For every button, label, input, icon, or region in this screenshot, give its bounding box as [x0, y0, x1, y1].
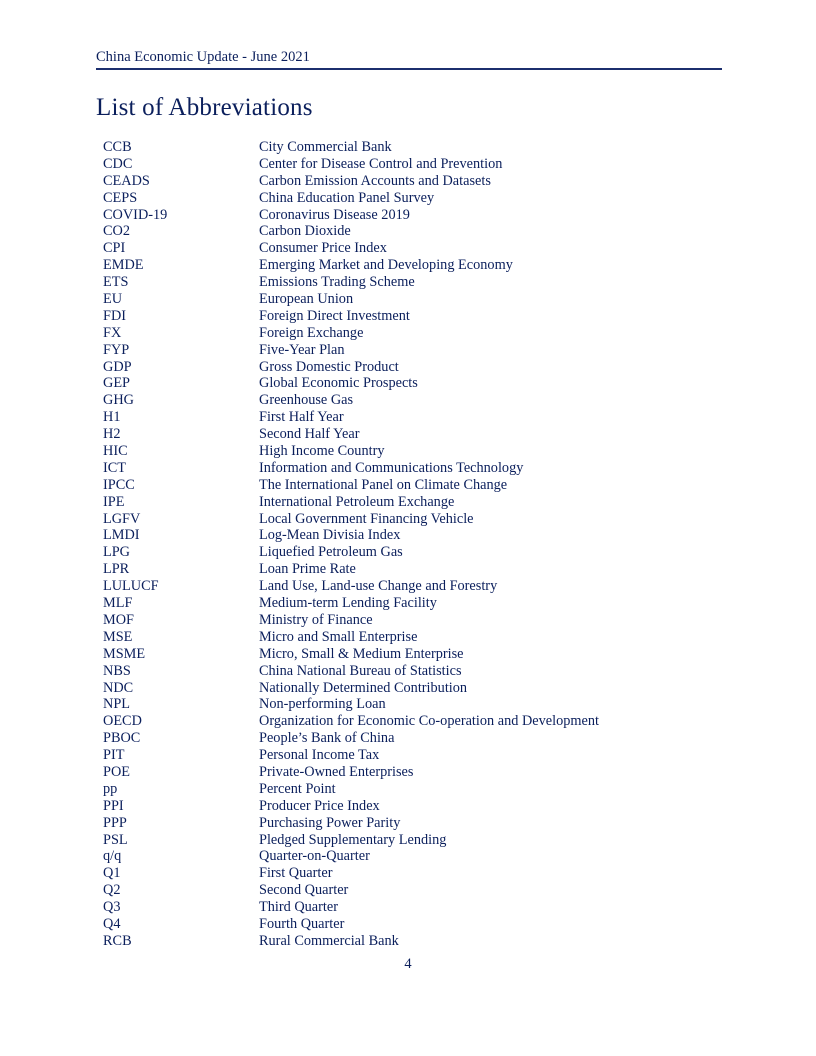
- abbreviation-row: [103, 426, 663, 443]
- abbreviation-code: Q4: [103, 915, 121, 932]
- abbreviation-row: [103, 207, 663, 224]
- abbreviation-code: IPE: [103, 493, 125, 510]
- abbreviation-code: q/q: [103, 848, 122, 865]
- abbreviation-code: PPI: [103, 797, 124, 814]
- abbreviation-definition: Coronavirus Disease 2019: [259, 206, 410, 223]
- abbreviation-definition: Global Economic Prospects: [259, 375, 418, 392]
- abbreviation-code: ICT: [103, 459, 127, 476]
- abbreviation-code: HIC: [103, 443, 128, 460]
- abbreviation-definition: Second Half Year: [259, 426, 360, 443]
- abbreviation-code: FX: [103, 324, 122, 341]
- abbreviation-definition: Pledged Supplementary Lending: [259, 831, 447, 848]
- abbreviation-row: [103, 696, 663, 713]
- abbreviation-row: [103, 798, 663, 815]
- abbreviation-row: [103, 815, 663, 832]
- abbreviation-definition: Greenhouse Gas: [259, 392, 354, 409]
- abbreviation-definition: Center for Disease Control and Prevention: [259, 155, 503, 172]
- abbreviation-code: FYP: [103, 341, 130, 358]
- abbreviation-row: [103, 190, 663, 207]
- abbreviation-definition: Organization for Economic Co-operation and Development: [259, 713, 599, 730]
- abbreviation-code: LMDI: [103, 527, 140, 544]
- abbreviation-code: H2: [103, 426, 121, 443]
- abbreviation-code: H1: [103, 409, 121, 426]
- abbreviation-definition: Non-performing Loan: [259, 696, 386, 713]
- abbreviation-row: [103, 561, 663, 578]
- abbreviation-definition: The International Panel on Climate Change: [259, 476, 508, 493]
- abbreviation-definition: International Petroleum Exchange: [259, 493, 455, 510]
- abbreviation-row: [103, 916, 663, 933]
- abbreviation-definition: Producer Price Index: [259, 797, 380, 814]
- abbreviation-code: FDI: [103, 307, 127, 324]
- abbreviation-code: LGFV: [103, 510, 141, 527]
- abbreviation-definition: Foreign Exchange: [259, 324, 364, 341]
- abbreviation-definition: First Quarter: [259, 865, 333, 882]
- abbreviation-definition: Personal Income Tax: [259, 747, 380, 764]
- abbreviation-row: [103, 646, 663, 663]
- abbreviation-row: [103, 443, 663, 460]
- abbreviation-definition: Micro, Small & Medium Enterprise: [259, 645, 464, 662]
- abbreviation-row: [103, 899, 663, 916]
- abbreviation-row: [103, 257, 663, 274]
- abbreviation-row: [103, 713, 663, 730]
- abbreviation-definition: Emissions Trading Scheme: [259, 274, 415, 291]
- abbreviation-row: [103, 325, 663, 342]
- abbreviation-row: [103, 409, 663, 426]
- abbreviation-definition: Loan Prime Rate: [259, 561, 356, 578]
- abbreviation-row: [103, 511, 663, 528]
- abbreviation-code: NDC: [103, 679, 134, 696]
- abbreviation-definition: City Commercial Bank: [259, 139, 392, 155]
- abbreviation-code: RCB: [103, 932, 132, 949]
- abbreviation-definition: Gross Domestic Product: [259, 358, 399, 375]
- abbreviation-definition: Third Quarter: [259, 899, 338, 916]
- abbreviation-row: [103, 612, 663, 629]
- abbreviation-row: [103, 747, 663, 764]
- abbreviation-code: EU: [103, 291, 123, 308]
- abbreviation-code: GHG: [103, 392, 134, 409]
- abbreviation-definition: Private-Owned Enterprises: [259, 763, 414, 780]
- abbreviation-definition: Emerging Market and Developing Economy: [259, 257, 513, 274]
- abbreviation-row: [103, 629, 663, 646]
- abbreviation-definition: Fourth Quarter: [259, 915, 345, 932]
- abbreviation-definition: Liquefied Petroleum Gas: [259, 544, 403, 561]
- abbreviation-definition: Percent Point: [259, 780, 336, 797]
- header-title: China Economic Update - June 2021: [96, 49, 310, 65]
- abbreviation-definition: Nationally Determined Contribution: [259, 679, 468, 696]
- abbreviation-row: [103, 663, 663, 680]
- abbreviation-code: MSE: [103, 628, 133, 645]
- running-header: [96, 48, 722, 70]
- abbreviation-code: Q2: [103, 882, 121, 899]
- abbreviation-row: [103, 308, 663, 325]
- abbreviation-code: ETS: [103, 274, 129, 291]
- abbreviation-row: [103, 477, 663, 494]
- abbreviation-row: [103, 527, 663, 544]
- abbreviation-definition: Quarter-on-Quarter: [259, 848, 370, 865]
- abbreviation-row: [103, 595, 663, 612]
- abbreviation-row: [103, 494, 663, 511]
- abbreviation-row: [103, 781, 663, 798]
- abbreviation-definition: High Income Country: [259, 443, 385, 460]
- abbreviation-row: [103, 359, 663, 376]
- abbreviation-row: [103, 832, 663, 849]
- page-number: 4: [404, 956, 412, 972]
- abbreviation-definition: Local Government Financing Vehicle: [259, 510, 474, 527]
- page-title: List of Abbreviations: [96, 94, 313, 121]
- abbreviation-code: CO2: [103, 223, 131, 240]
- abbreviation-definition: First Half Year: [259, 409, 344, 426]
- abbreviation-definition: Five-Year Plan: [259, 341, 345, 358]
- abbreviation-row: [103, 274, 663, 291]
- abbreviation-definition: Land Use, Land-use Change and Forestry: [259, 578, 498, 595]
- abbreviation-code: GEP: [103, 375, 131, 392]
- abbreviation-code: NPL: [103, 696, 131, 713]
- abbreviation-definition: Medium-term Lending Facility: [259, 595, 437, 612]
- abbreviation-code: PSL: [103, 831, 128, 848]
- abbreviation-row: [103, 578, 663, 595]
- abbreviation-definition: Foreign Direct Investment: [259, 307, 410, 324]
- abbreviation-code: OECD: [103, 713, 142, 730]
- abbreviation-row: [103, 865, 663, 882]
- abbreviation-code: CEPS: [103, 189, 138, 206]
- abbreviation-row: [103, 173, 663, 190]
- abbreviation-code: MSME: [103, 645, 146, 662]
- abbreviation-definition: Second Quarter: [259, 882, 349, 899]
- abbreviation-code: COVID-19: [103, 206, 168, 223]
- abbreviation-code: CPI: [103, 240, 126, 257]
- abbreviation-row: [103, 933, 663, 950]
- abbreviation-code: EMDE: [103, 257, 144, 274]
- abbreviation-row: [103, 460, 663, 477]
- abbreviation-code: LPG: [103, 544, 131, 561]
- abbreviation-row: [103, 156, 663, 173]
- abbreviation-definition: Micro and Small Enterprise: [259, 628, 418, 645]
- abbreviation-row: [103, 139, 663, 156]
- abbreviation-code: NBS: [103, 662, 131, 679]
- abbreviation-definition: European Union: [259, 291, 354, 308]
- abbreviation-code: CDC: [103, 155, 133, 172]
- abbreviation-row: [103, 882, 663, 899]
- abbreviation-code: MOF: [103, 611, 134, 628]
- abbreviation-definition: Purchasing Power Parity: [259, 814, 401, 831]
- abbreviation-code: LPR: [103, 561, 130, 578]
- abbreviation-definition: People’s Bank of China: [259, 730, 395, 747]
- abbreviation-row: [103, 291, 663, 308]
- abbreviation-row: [103, 544, 663, 561]
- abbreviation-definition: Information and Communications Technology: [259, 459, 524, 476]
- abbreviation-definition: Log-Mean Divisia Index: [259, 527, 401, 544]
- abbreviation-definition: Consumer Price Index: [259, 240, 387, 257]
- abbreviation-code: Q1: [103, 865, 121, 882]
- abbreviation-code: Q3: [103, 899, 121, 916]
- abbreviation-code: LULUCF: [103, 578, 159, 595]
- abbreviation-row: [103, 240, 663, 257]
- abbreviation-code: CEADS: [103, 172, 150, 189]
- abbreviation-code: PIT: [103, 747, 125, 764]
- abbreviation-row: [103, 764, 663, 781]
- abbreviation-code: PPP: [103, 814, 127, 831]
- abbreviation-row: [103, 392, 663, 409]
- abbreviation-code: pp: [103, 780, 118, 797]
- abbreviation-definition: Carbon Emission Accounts and Datasets: [259, 172, 491, 189]
- abbreviation-code: CCB: [103, 139, 132, 155]
- abbreviation-definition: China National Bureau of Statistics: [259, 662, 462, 679]
- abbreviation-row: [103, 223, 663, 240]
- abbreviation-code: MLF: [103, 595, 133, 612]
- abbreviation-row: [103, 730, 663, 747]
- abbreviation-code: POE: [103, 763, 131, 780]
- abbreviation-definition: China Education Panel Survey: [259, 189, 435, 206]
- abbreviation-list: [103, 139, 663, 950]
- abbreviation-definition: Rural Commercial Bank: [259, 932, 399, 949]
- abbreviation-row: [103, 375, 663, 392]
- abbreviation-definition: Carbon Dioxide: [259, 223, 351, 240]
- abbreviation-code: PBOC: [103, 730, 141, 747]
- abbreviation-row: [103, 342, 663, 359]
- abbreviation-row: [103, 848, 663, 865]
- abbreviation-code: GDP: [103, 358, 132, 375]
- abbreviation-definition: Ministry of Finance: [259, 611, 373, 628]
- abbreviation-code: IPCC: [103, 476, 135, 493]
- abbreviation-row: [103, 680, 663, 697]
